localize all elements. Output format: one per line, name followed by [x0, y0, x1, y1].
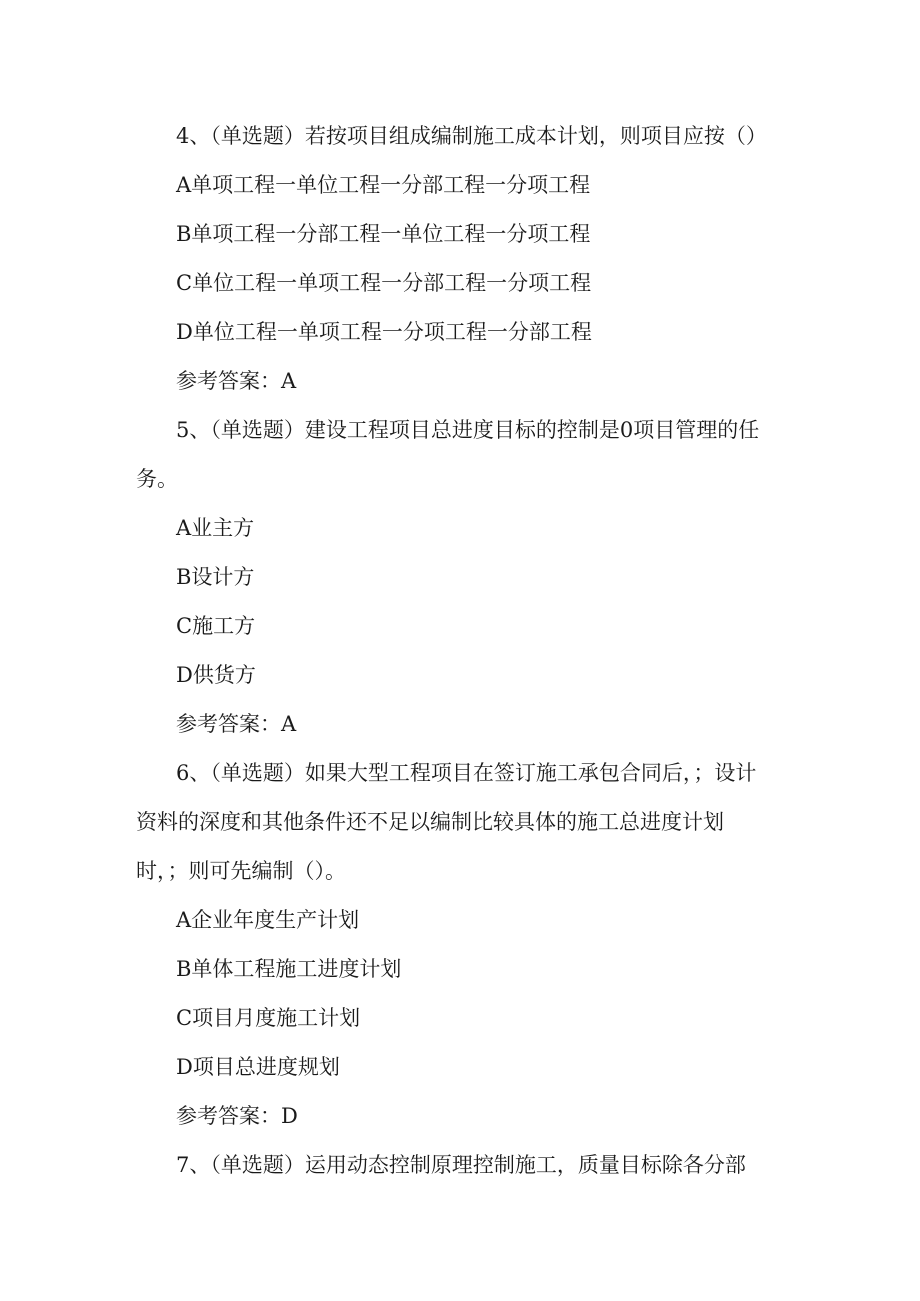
option-a: A单项工程一单位工程一分部工程一分项工程 [176, 173, 591, 197]
option-b: B设计方 [176, 565, 255, 589]
option-d: D项目总进度规划 [176, 1055, 340, 1079]
option-a: A企业年度生产计划 [176, 908, 360, 932]
reference-answer: 参考答案：D [176, 1104, 298, 1128]
question-stem: 6、（单选题）如果大型工程项目在签订施工承包合同后，；设计资料的深度和其他条件还不足以编制比较具体的施工总进度计划时，；则可先编制（）。 [136, 761, 757, 883]
reference-answer: 参考答案：A [176, 712, 297, 736]
question-6 [136, 749, 786, 1141]
option-b: B单体工程施工进度计划 [176, 957, 402, 981]
option-a: A业主方 [176, 516, 255, 540]
option-b: B单项工程一分部工程一单位工程一分项工程 [176, 222, 591, 246]
option-c: C单位工程一单项工程一分部工程一分项工程 [176, 271, 592, 295]
option-d: D供货方 [176, 663, 256, 687]
option-d: D单位工程一单项工程一分项工程一分部工程 [176, 320, 592, 344]
question-stem: 5、（单选题）建设工程项目总进度目标的控制是0项目管理的任务。 [136, 418, 760, 491]
option-c: C施工方 [176, 614, 256, 638]
question-5 [136, 406, 786, 749]
question-4 [136, 112, 786, 406]
option-c: C项目月度施工计划 [176, 1006, 361, 1030]
question-list [136, 112, 786, 1190]
reference-answer: 参考答案：A [176, 369, 297, 393]
question-stem: 7、（单选题）运用动态控制原理控制施工，质量目标除各分部 [176, 1153, 746, 1177]
question-7 [136, 1141, 786, 1190]
question-stem: 4、（单选题）若按项目组成编制施工成本计划，则项目应按（） [176, 124, 767, 148]
